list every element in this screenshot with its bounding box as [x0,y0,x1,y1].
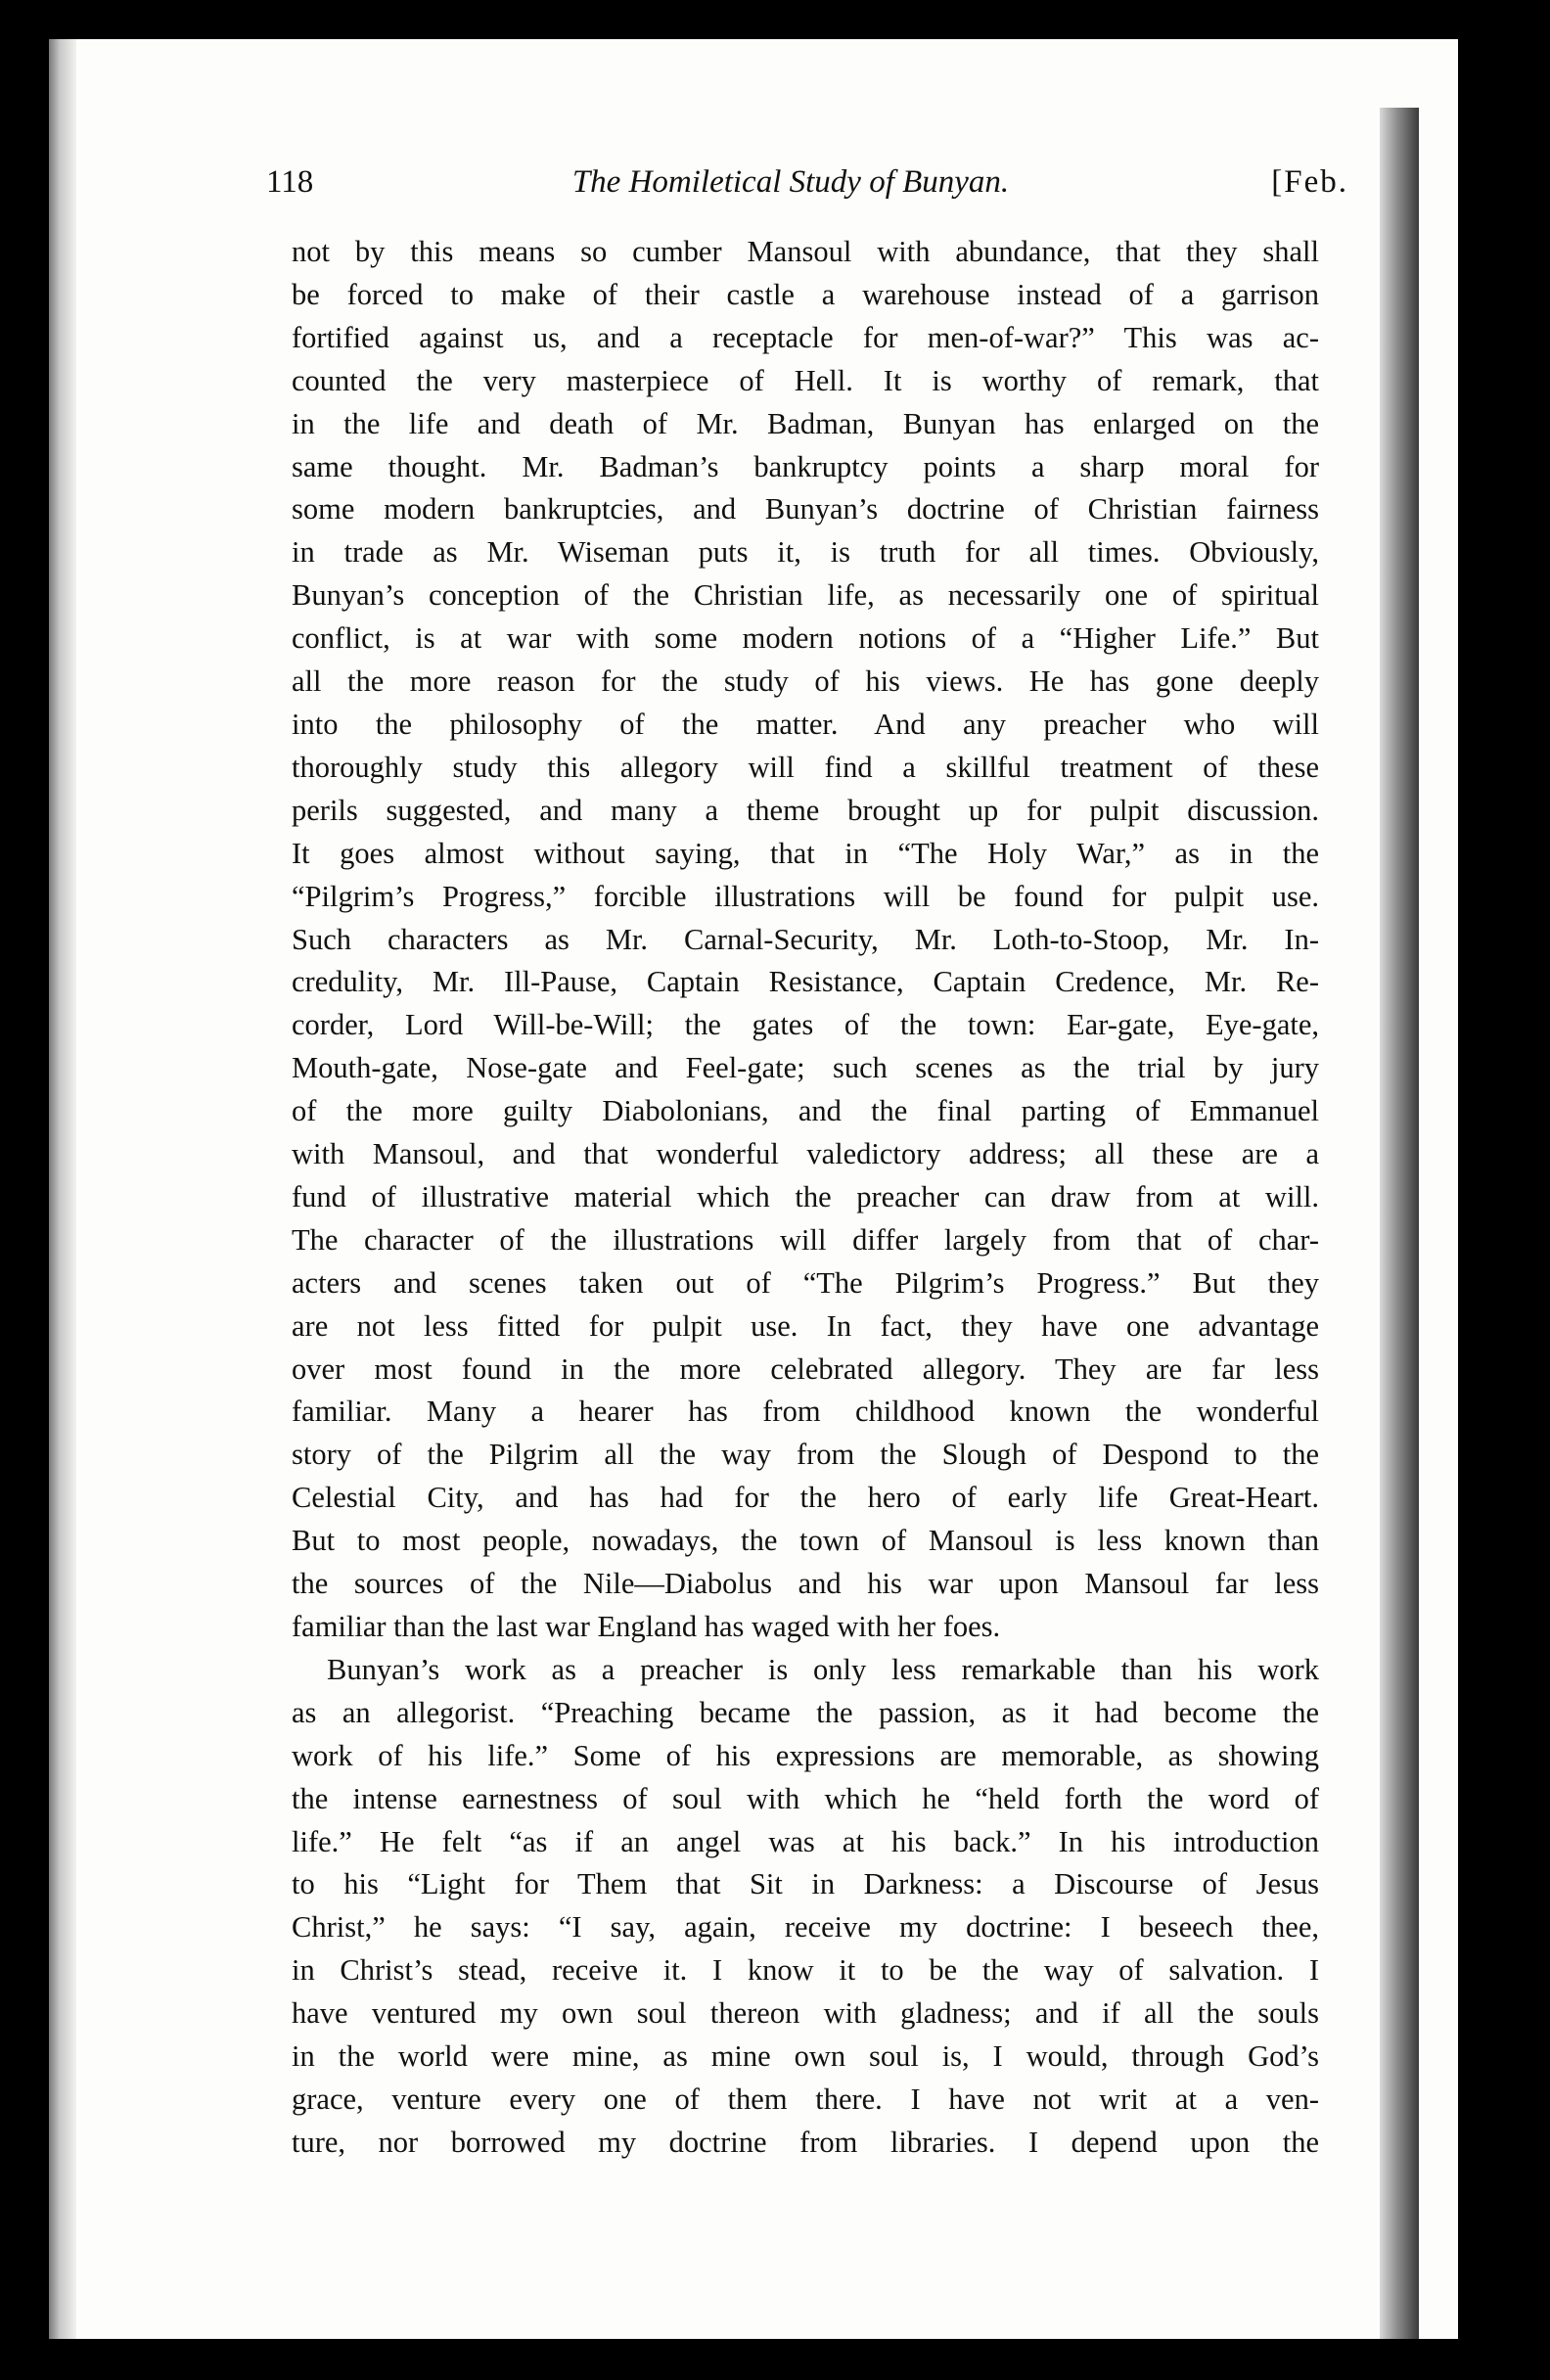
text-line: are not less fitted for pulpit use. In fact, they have one advantage [292,1308,1319,1343]
text-line: have ventured my own soul thereon with gladness; and if all the souls [292,1996,1319,2031]
text-line: “Pilgrim’s Progress,” forcible illustrations will be found for pulpit use. [292,879,1319,913]
text-line: fortified against us, and a receptacle for men-of-war?” This was ac- [292,320,1319,354]
text-line: counted the very masterpiece of Hell. It is worthy of remark, that [292,363,1319,397]
text-line: be forced to make of their castle a warehouse instead of a garrison [292,277,1319,311]
text-line: all the more reason for the study of his views. He has gone deeply [292,664,1319,699]
text-line: story of the Pilgrim all the way from the Slough of Despond to the [292,1438,1319,1472]
text-line: not by this means so cumber Mansoul with abundance, that they shall [292,235,1319,268]
book-page [49,39,1458,2339]
text-line: thoroughly study this allegory will find a skillful treatment of these [292,750,1319,784]
text-line: Mouth-gate, Nose-gate and Feel-gate; such scenes as the trial by jury [292,1051,1319,1085]
text-line: in Christ’s stead, receive it. I know it to be the way of salvation. I [292,1953,1319,1988]
page-edge-shadow [1380,108,1419,2339]
text-line: Christ,” he says: “I say, again, receive my doctrine: I beseech thee, [292,1910,1319,1945]
text-line: But to most people, nowadays, the town of Mansoul is less known than [292,1524,1319,1558]
text-line: into the philosophy of the matter. And any preacher who will [292,707,1319,741]
paragraph [292,1649,1319,2165]
text-line: with Mansoul, and that wonderful valedictory address; all these are a [292,1137,1319,1171]
page-content [243,164,1348,2165]
text-line: over most found in the more celebrated allegory. They are far less [292,1351,1319,1386]
text-line: The character of the illustrations will differ largely from that of char- [292,1222,1319,1257]
text-line: as an allegorist. “Preaching became the passion, as it had become the [292,1695,1319,1729]
text-line: to his “Light for Them that Sit in Darkness: a Discourse of Jesus [292,1867,1319,1901]
text-line: life.” He felt “as if an angel was at his back.” In his introduction [292,1824,1319,1858]
text-line: It goes almost without saying, that in “The Holy War,” as in the [292,836,1319,870]
text-line: fund of illustrative material which the preacher can draw from at will. [292,1179,1319,1213]
text-line: grace, venture every one of them there. I have not writ at a ven- [292,2082,1319,2116]
text-line: the sources of the Nile—Diabolus and his war upon Mansoul far less [292,1567,1319,1601]
text-line: the intense earnestness of soul with which he “held forth the word of [292,1781,1319,1815]
text-line: Such characters as Mr. Carnal-Security, Mr. Loth-to-Stoop, Mr. In- [292,922,1319,956]
text-line: credulity, Mr. Ill-Pause, Captain Resistance, Captain Credence, Mr. Re- [292,965,1319,999]
text-line: familiar. Many a hearer has from childhood known the wonderful [292,1395,1319,1429]
text-line: same thought. Mr. Badman’s bankruptcy points a sharp moral for [292,449,1319,483]
page-number: 118 [266,164,314,200]
paragraph [292,231,1319,1649]
text-line: familiar than the last war England has waged with her foes. [292,1610,1001,1643]
text-line: corder, Lord Will-be-Will; the gates of the town: Ear-gate, Eye-gate, [292,1008,1319,1042]
text-line: conflict, is at war with some modern notions of a “Higher Life.” But [292,621,1319,656]
text-line: Bunyan’s conception of the Christian life, as necessarily one of spiritual [292,578,1319,613]
running-title: The Homiletical Study of Bunyan. [571,164,1010,200]
text-line: ture, nor borrowed my doctrine from libraries. I depend upon the [292,2125,1319,2159]
text-line: Bunyan’s work as a preacher is only less remarkable than his work [327,1652,1319,1686]
text-line: Celestial City, and has had for the hero of early life Great-Heart. [292,1481,1319,1515]
text-line: of the more guilty Diabolonians, and the final parting of Emmanuel [292,1094,1319,1128]
text-line: in the life and death of Mr. Badman, Bunyan has enlarged on the [292,406,1319,440]
running-head [243,164,1348,223]
text-line: in the world were mine, as mine own soul is, I would, through God’s [292,2039,1319,2074]
running-month: [Feb. [1271,164,1348,200]
text-line: work of his life.” Some of his expressions are memorable, as showing [292,1738,1319,1772]
text-line: some modern bankruptcies, and Bunyan’s doctrine of Christian fairness [292,492,1319,526]
text-line: in trade as Mr. Wiseman puts it, is truth for all times. Obviously, [292,535,1319,570]
text-line: acters and scenes taken out of “The Pilgrim’s Progress.” But they [292,1265,1319,1300]
body-text [243,231,1339,2165]
text-line: perils suggested, and many a theme brought up for pulpit discussion. [292,793,1319,827]
